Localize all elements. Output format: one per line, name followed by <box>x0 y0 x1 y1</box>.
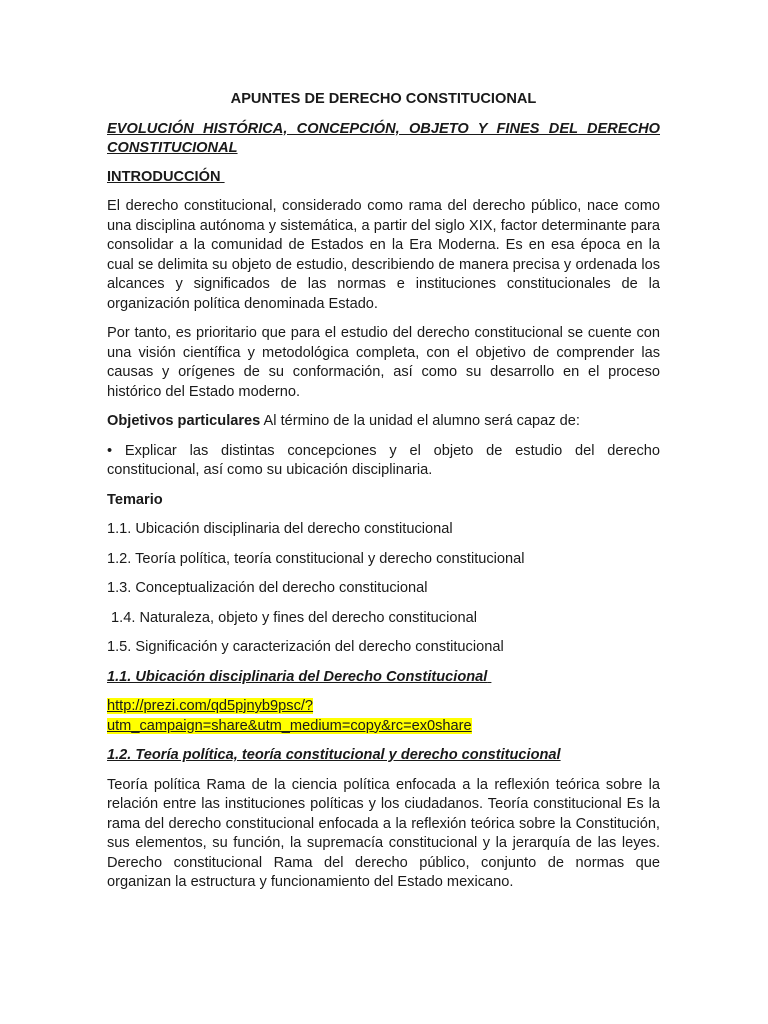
prezi-link-line-1[interactable]: http://prezi.com/qd5pjnyb9psc/? <box>107 698 314 714</box>
prezi-link-line-2[interactable]: utm_campaign=share&utm_medium=copy&rc=ex0share <box>107 717 472 734</box>
objectives-label: Objetivos particulares <box>107 413 261 429</box>
section-1-heading <box>107 668 660 688</box>
introduction-heading <box>107 168 660 188</box>
document-title: APUNTES DE DERECHO CONSTITUCIONAL <box>230 91 537 107</box>
prezi-link-block <box>107 697 660 736</box>
objective-bullet: • Explicar las distintas concepciones y el objeto de estudio del derecho constitucional, así como su ubicación disciplinaria. <box>107 442 660 478</box>
introduction-paragraph-1: El derecho constitucional, considerado como rama del derecho público, nace como una disciplina autónoma y sistemática, a partir del siglo XIX, factor determinante para consolidar a la comunidad de Estados en la Era Moderna. Es en esa época en la cual se delimita su objeto de estudio, describiendo de manera precisa y ordenada los alcances y significados de las normas e instituciones constitucionales de la organización política denominada Estado. <box>107 198 660 312</box>
section-1-heading-text: 1.1. Ubicación disciplinaria del Derecho Constitucional <box>107 668 488 685</box>
temario-item: 1.5. Significación y caracterización del derecho constitucional <box>107 639 504 655</box>
document-subtitle: EVOLUCIÓN HISTÓRICA, CONCEPCIÓN, OBJETO Y FINES DEL DERECHO CONSTITUCIONAL <box>107 120 660 156</box>
temario-title: Temario <box>107 491 163 508</box>
introduction-heading-text: INTRODUCCIÓN <box>107 168 221 185</box>
objectives-text: Al término de la unidad el alumno será capaz de: <box>260 413 580 429</box>
document-page <box>107 90 660 903</box>
section-2-heading: 1.2. Teoría política, teoría constitucional y derecho constitucional <box>107 747 561 763</box>
section-2-paragraph: Teoría política Rama de la ciencia política enfocada a la reflexión teórica sobre la relación entre las instituciones políticas y los ciudadanos. Teoría constitucional Es la rama del derecho constitucional enfocada a la reflexión teórica sobre la Constitución, sus elementos, su función, la supremacía constitucional y la jerarquía de las leyes. Derecho constitucional Rama del derecho público, conjunto de normas que organizan la estructura y funcionamiento del Estado mexicano. <box>107 776 660 890</box>
temario-item: 1.2. Teoría política, teoría constitucional y derecho constitucional <box>107 550 525 567</box>
temario-item: 1.4. Naturaleza, objeto y fines del derecho constitucional <box>107 609 477 626</box>
introduction-paragraph-2: Por tanto, es prioritario que para el estudio del derecho constitucional se cuente con una visión científica y metodológica completa, con el objetivo de comprender las causas y orígenes de su conformación, así como su desarrollo en el proceso histórico del Estado moderno. <box>107 325 660 400</box>
objectives-line <box>107 412 660 432</box>
temario-item: 1.1. Ubicación disciplinaria del derecho constitucional <box>107 521 453 537</box>
temario-item: 1.3. Conceptualización del derecho constitucional <box>107 580 428 596</box>
